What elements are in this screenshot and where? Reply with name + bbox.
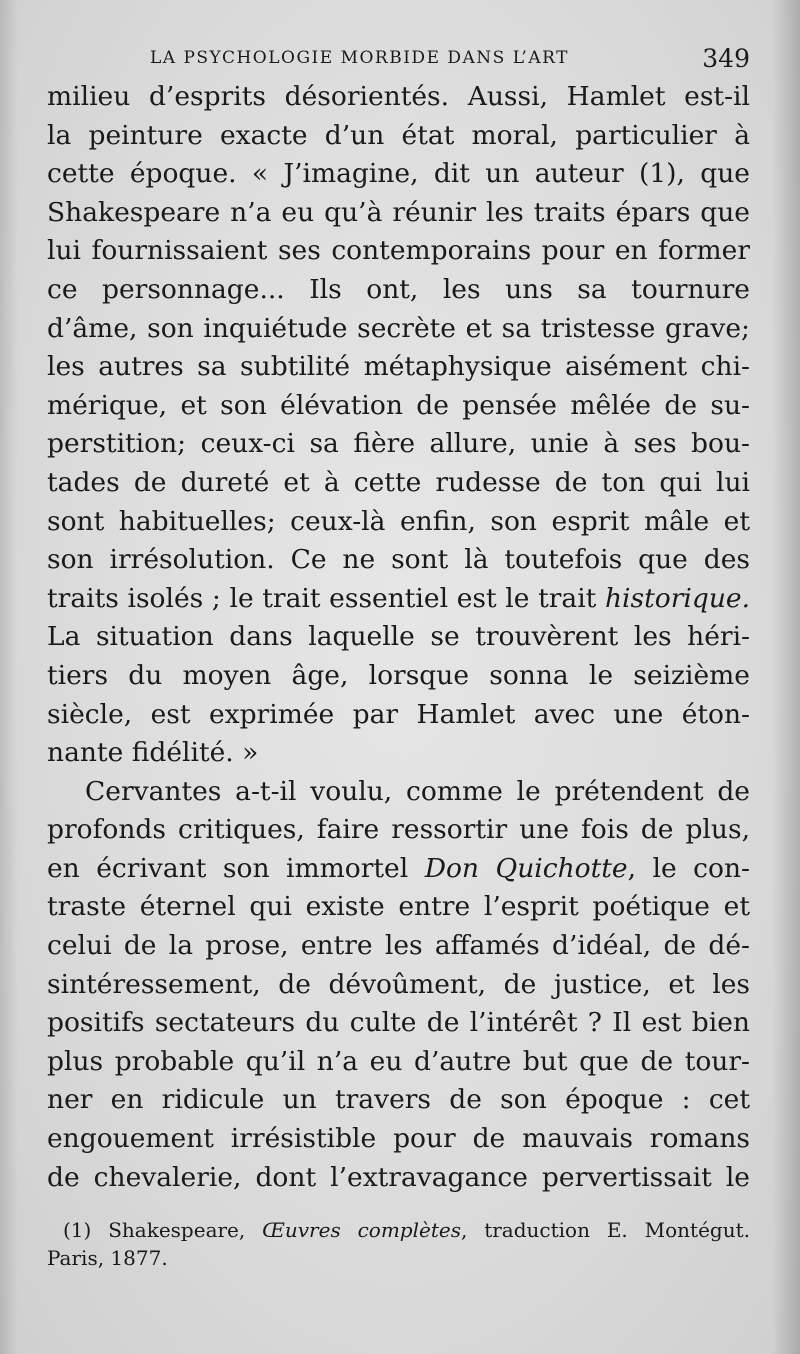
footnote-title-italic: Œuvres complètes bbox=[262, 1218, 461, 1242]
text-line: Shakespeare n’a eu qu’à réunir les traits épars que bbox=[47, 196, 750, 228]
text-line: ce personnage... Ils ont, les uns sa tournure bbox=[47, 273, 750, 305]
text-segment: traits isolés ; le trait essentiel est le trait bbox=[47, 582, 605, 614]
text-line bbox=[47, 580, 750, 619]
page-number: 349 bbox=[702, 44, 750, 73]
text-line: sont habituelles; ceux-là enfin, son esprit mâle et bbox=[47, 505, 750, 537]
text-line: d’âme, son inquiétude secrète et sa tristesse grave; bbox=[47, 312, 750, 344]
italic-emphasis: historique. bbox=[604, 582, 750, 614]
text-line: perstition; ceux-ci sa fière allure, unie à ses bou- bbox=[47, 428, 750, 460]
book-title-italic: Don Quichotte bbox=[424, 852, 628, 884]
text-line: de chevalerie, dont l’extravagance pervertissait le bbox=[47, 1161, 750, 1193]
footnote-text: , traduction E. Montégut. bbox=[460, 1218, 751, 1242]
text-line: milieu d’esprits désorientés. Aussi, Hamlet est-il bbox=[47, 81, 750, 112]
text-line: celui de la prose, entre les affamés d’idéal, de dé- bbox=[47, 930, 750, 962]
text-line: lui fournissaient ses contemporains pour en former bbox=[47, 235, 750, 267]
text-line: engouement irrésistible pour de mauvais romans bbox=[47, 1123, 750, 1155]
footnote-marker: (1) Shakespeare, bbox=[63, 1218, 263, 1242]
text-line: plus probable qu’il n’a eu d’autre but que de tour- bbox=[47, 1045, 750, 1077]
text-segment: , le con- bbox=[627, 852, 750, 884]
footnote-line bbox=[47, 1216, 750, 1244]
running-title: LA PSYCHOLOGIE MORBIDE DANS L’ART bbox=[150, 48, 569, 68]
footnote-line: Paris, 1877. bbox=[47, 1246, 168, 1270]
text-line: son irrésolution. Ce ne sont là toutefois que des bbox=[47, 544, 750, 576]
text-line: tades de dureté et à cette rudesse de ton qui lui bbox=[47, 466, 750, 498]
body-text bbox=[47, 78, 750, 1197]
text-line: mérique, et son élévation de pensée mêlée de su- bbox=[47, 389, 750, 421]
running-head bbox=[150, 44, 760, 74]
text-line: les autres sa subtilité métaphysique aisément chi- bbox=[47, 351, 750, 383]
text-line: nante fidélité. » bbox=[47, 737, 259, 769]
paragraph-first-line: Cervantes a-t-il voulu, comme le prétendent de bbox=[85, 775, 750, 807]
text-line: positifs sectateurs du culte de l’intérêt ? Il est bien bbox=[47, 1007, 750, 1039]
text-segment: en écrivant son immortel bbox=[47, 852, 425, 884]
text-line: ner en ridicule un travers de son époque : cet bbox=[47, 1084, 750, 1116]
text-line bbox=[47, 850, 750, 889]
text-line: sintéressement, de dévoûment, de justice, et les bbox=[47, 968, 750, 1000]
text-line: profonds critiques, faire ressortir une fois de plus, bbox=[47, 814, 750, 846]
text-line: la peinture exacte d’un état moral, particulier à bbox=[47, 119, 750, 151]
text-line: tiers du moyen âge, lorsque sonna le seizième bbox=[47, 659, 750, 691]
text-line: siècle, est exprimée par Hamlet avec une éton- bbox=[47, 698, 750, 730]
footnote bbox=[47, 1216, 750, 1272]
text-line: cette époque. « J’imagine, dit un auteur (1), que bbox=[47, 158, 750, 190]
text-line: La situation dans laquelle se trouvèrent les héri- bbox=[47, 621, 750, 653]
text-line: traste éternel qui existe entre l’esprit poétique et bbox=[47, 891, 750, 923]
